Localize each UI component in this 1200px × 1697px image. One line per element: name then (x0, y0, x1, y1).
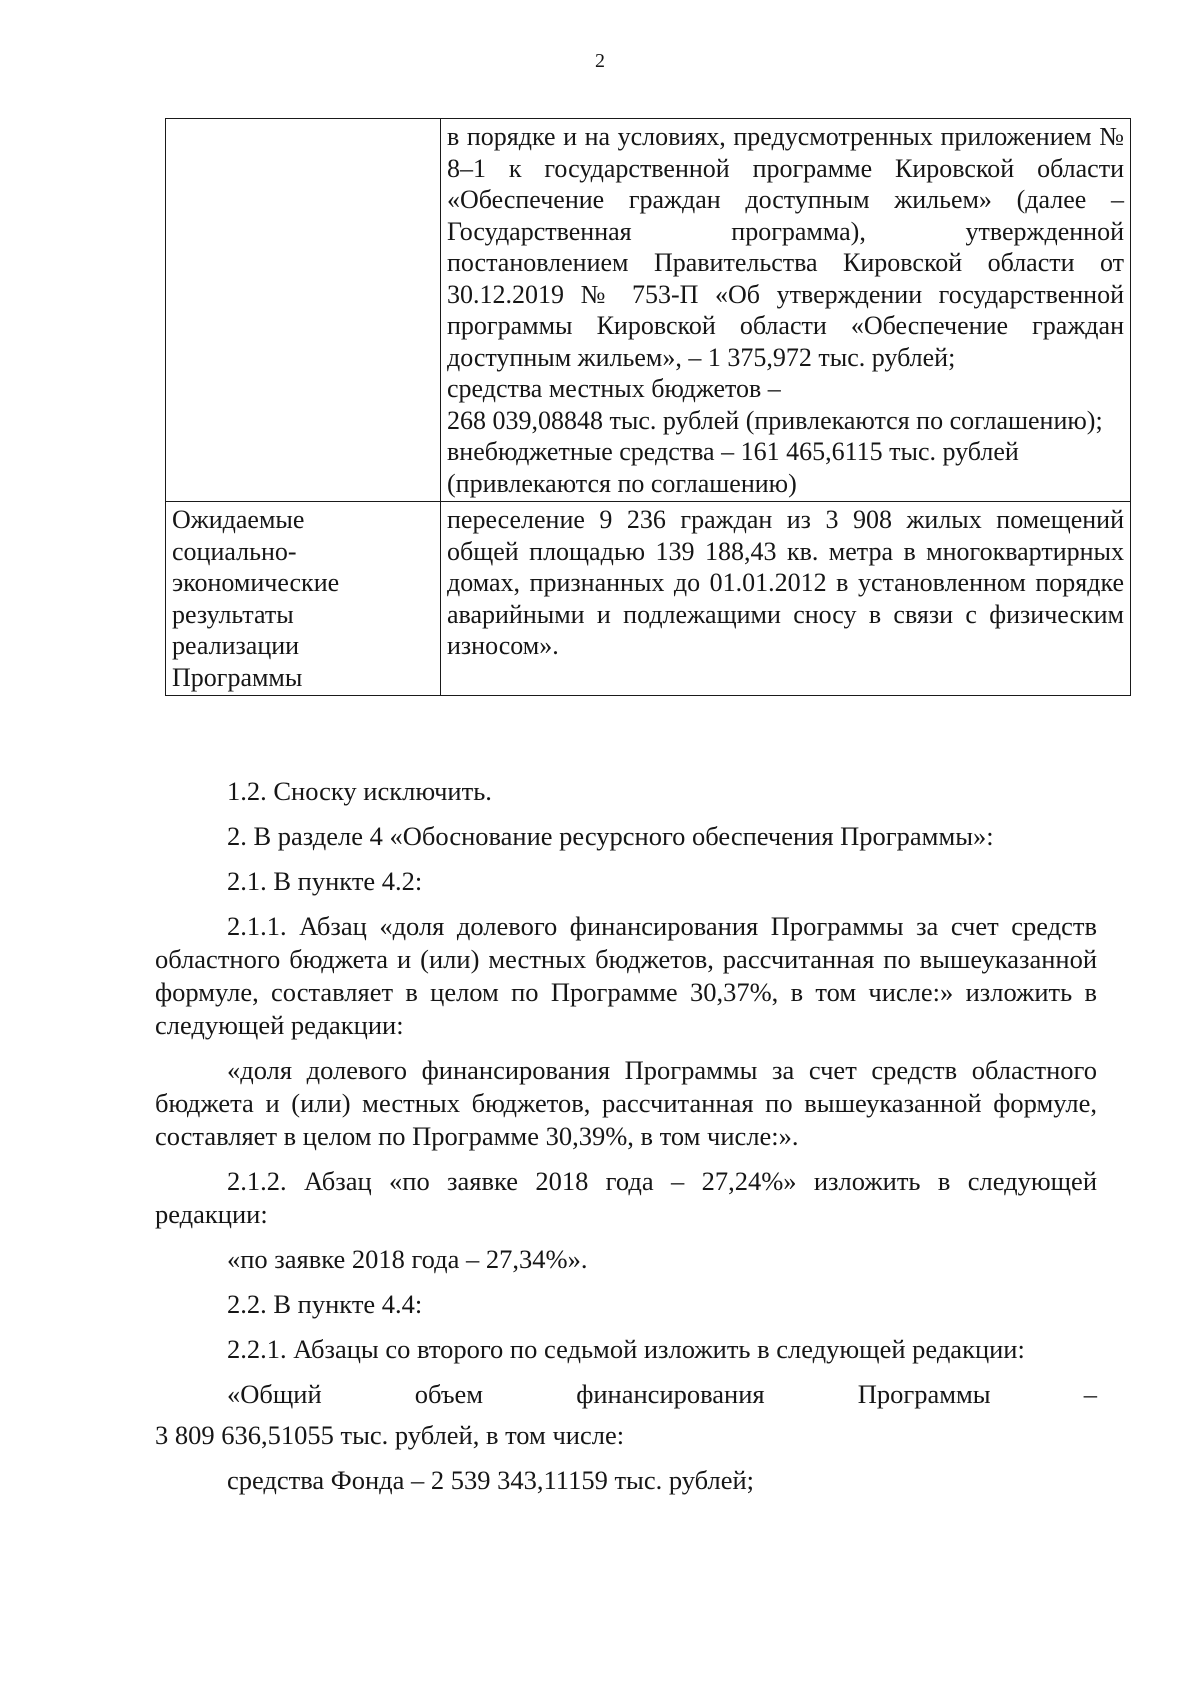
document-body (155, 775, 1097, 1509)
clause-2-2: 2.2. В пункте 4.4: (227, 1289, 423, 1319)
word: финансирования (576, 1379, 765, 1409)
clause-1-2: 1.2. Сноску исключить. (227, 776, 492, 806)
extrabudgetary-funding: внебюджетные средства – 161 465,6115 тыс. рублей (привлекаются по соглашению) (447, 437, 1019, 498)
clause-2-1-2-new-text: «по заявке 2018 года – 27,34%». (227, 1244, 588, 1274)
clause-2-1-2: 2.1.2. Абзац «по заявке 2018 года – 27,24%» изложить в следующей редакции: (155, 1166, 1097, 1229)
table-cell-empty (166, 119, 441, 502)
total-funding-line (155, 1378, 1097, 1411)
label-line: социально- (172, 536, 297, 566)
table-row (166, 119, 1131, 502)
word: Программы (857, 1379, 991, 1409)
clause-2-1-1: 2.1.1. Абзац «доля долевого финансирования Программы за счет средств областного бюджета и (или) местных бюджетов, рассчитанная по вышеуказанной формуле, составляет в целом по Программе 30,37%, в том числе:» изложить в следующей редакции: (155, 911, 1097, 1040)
word: «Общий (227, 1379, 322, 1409)
label-line: Ожидаемые (172, 505, 305, 534)
expected-results-label-cell (166, 502, 441, 696)
local-budget-label: средства местных бюджетов – (447, 374, 781, 403)
total-funding-amount: 3 809 636,51055 тыс. рублей, в том числе: (155, 1420, 625, 1450)
clause-2-1-1-new-text: «доля долевого финансирования Программы за счет средств областного бюджета и (или) местных бюджетов, рассчитанная по вышеуказанной формуле, составляет в целом по Программе 30,39%, в том числе:». (155, 1055, 1097, 1151)
label-line: Программы (172, 662, 303, 692)
funding-sources-cell (441, 119, 1131, 502)
clause-2-1: 2.1. В пункте 4.2: (227, 866, 423, 896)
label-line: результаты (172, 599, 294, 629)
label-line: реализации (172, 631, 300, 660)
word: объем (414, 1379, 484, 1409)
resettlement-text: переселение 9 236 граждан из 3 908 жилых помещений общей площадью 139 188,43 кв. метра в многоквартирных домах, признанных до 01.01.2012 в установленном порядке аварийными и подлежащими сносу в связи с физическим износом». (447, 505, 1124, 660)
word: – (1083, 1379, 1097, 1409)
passport-table (165, 118, 1131, 696)
expected-results-cell (441, 502, 1131, 696)
local-budget-amount: 268 039,08848 тыс. рублей (привлекаются по соглашению); (447, 405, 1103, 435)
fund-amount: средства Фонда – 2 539 343,11159 тыс. рублей; (227, 1465, 754, 1495)
label-line: экономические (172, 568, 340, 597)
page-number: 2 (595, 50, 605, 72)
clause-2: 2. В разделе 4 «Обоснование ресурсного обеспечения Программы»: (227, 821, 994, 851)
table-row (166, 502, 1131, 696)
regional-funding-paragraph: в порядке и на условиях, предусмотренных приложением № 8–1 к государственной программе Кировской области «Обеспечение граждан доступным жильем» (далее – Государственная программа), утвержденной постановлением Правительства Кировской области от 30.12.2019 № 753-П «Об утверждении государственной программы Кировской области «Обеспечение граждан доступным жильем», – 1 375,972 тыс. рублей; (447, 122, 1124, 372)
clause-2-2-1: 2.2.1. Абзацы со второго по седьмой изложить в следующей редакции: (227, 1334, 1025, 1364)
